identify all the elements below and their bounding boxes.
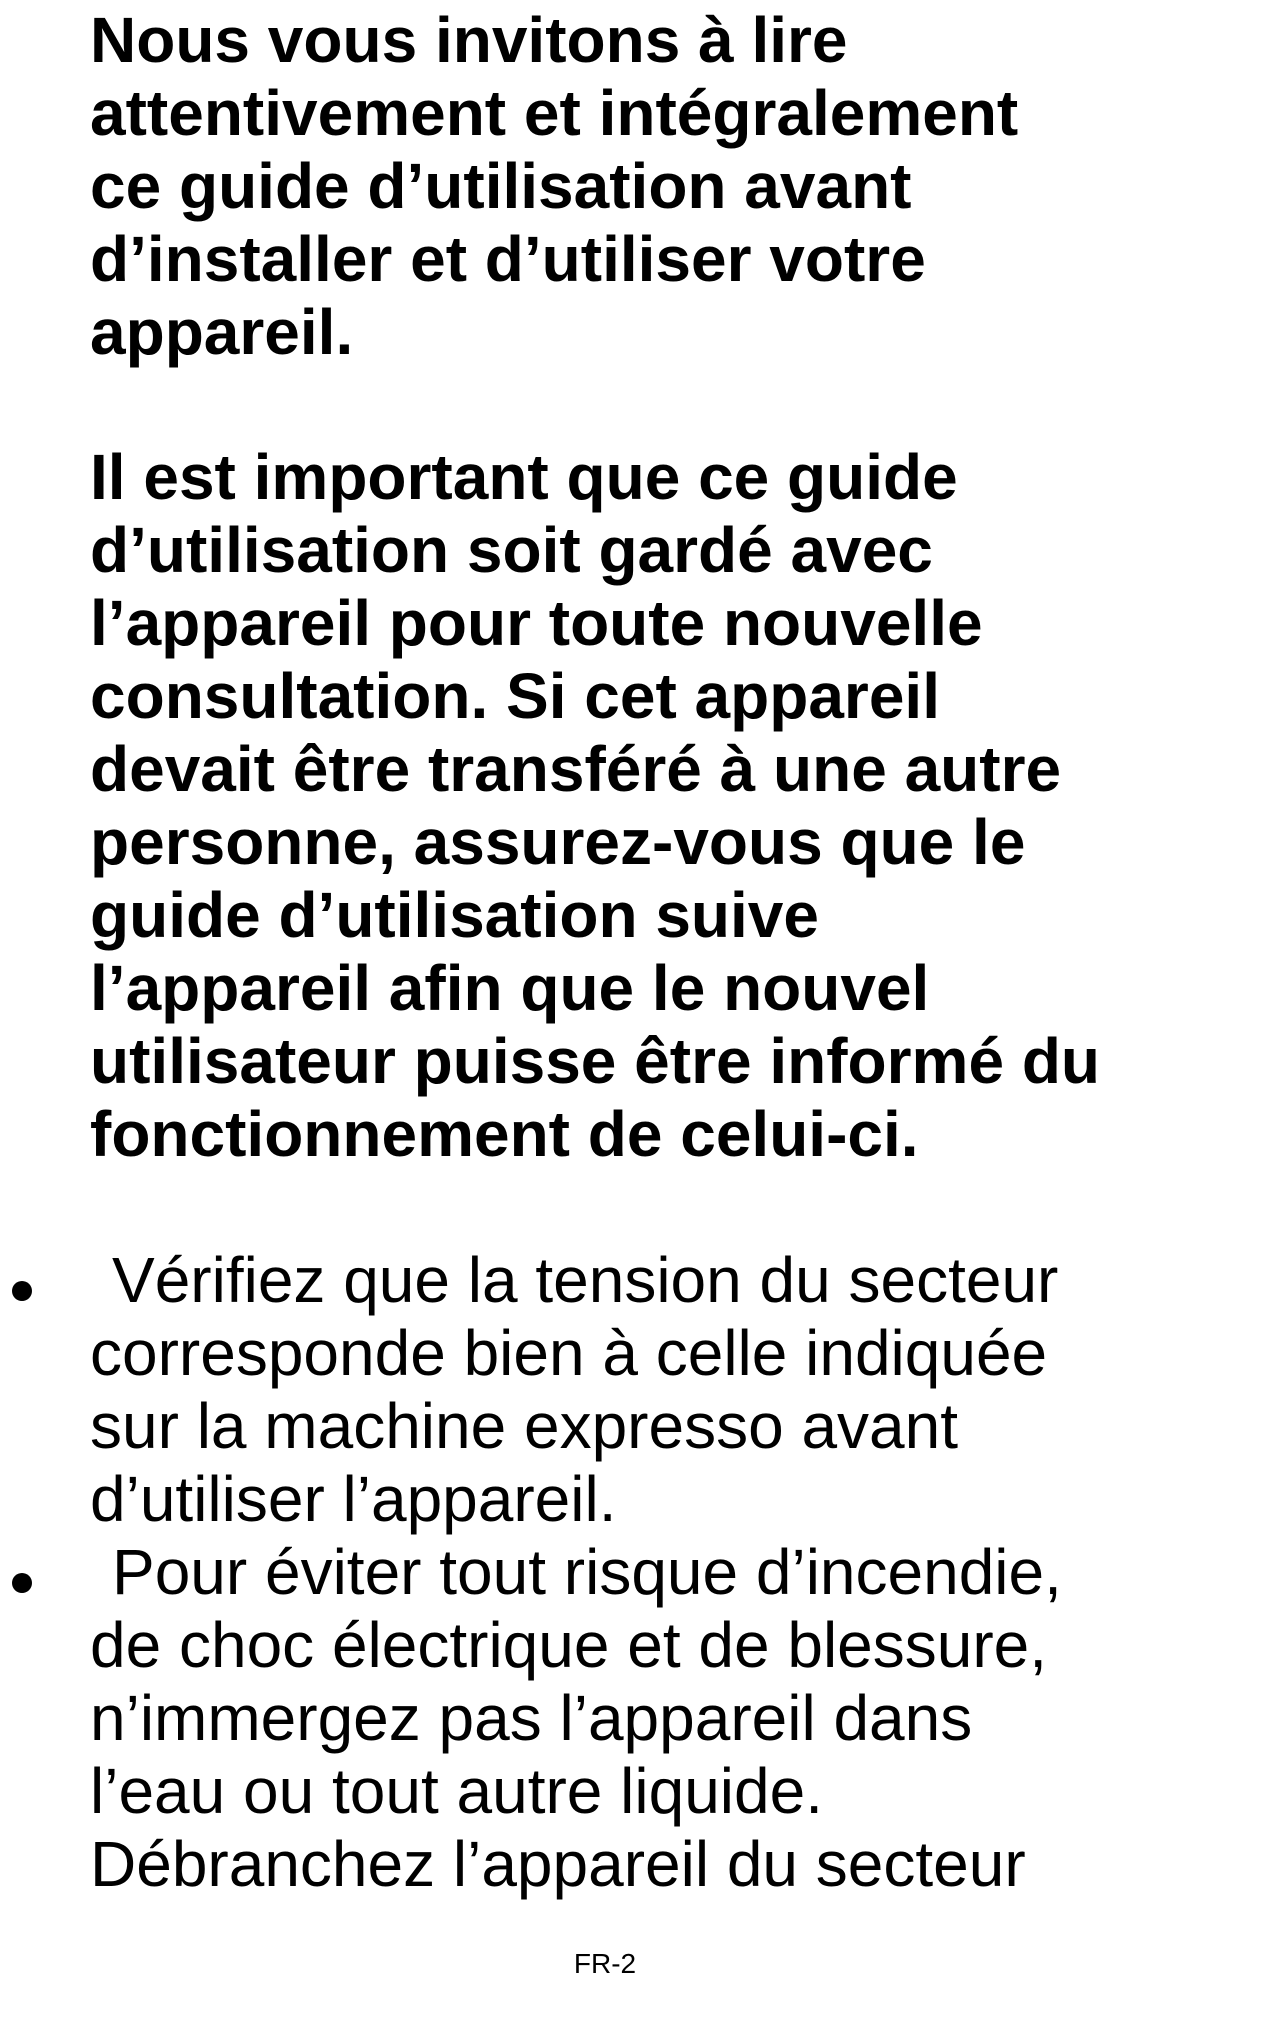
bullet-icon <box>12 1573 32 1593</box>
safety-bullet-list <box>0 1244 1268 1901</box>
bullet-line: Vérifiez que la tension du secteur <box>112 1244 1059 1316</box>
bullet-line: Pour éviter tout risque d’incendie, <box>112 1536 1062 1608</box>
bullet-line: Débranchez l’appareil du secteur <box>90 1828 1026 1900</box>
intro-line: appareil. <box>90 296 354 368</box>
keep-manual-line: Il est important que ce guide <box>90 441 958 513</box>
intro-line: d’installer et d’utiliser votre <box>90 223 926 295</box>
bullet-line: de choc électrique et de blessure, <box>90 1609 1048 1681</box>
keep-manual-line: utilisateur puisse être informé du <box>90 1025 1100 1097</box>
bullet-line: corresponde bien à celle indiquée <box>90 1317 1048 1389</box>
keep-manual-line: personne, assurez-vous que le <box>90 806 1026 878</box>
intro-line: ce guide d’utilisation avant <box>90 150 912 222</box>
keep-manual-line: guide d’utilisation suive <box>90 879 819 951</box>
keep-manual-line: fonctionnement de celui-ci. <box>90 1098 919 1170</box>
bullet-line: sur la machine expresso avant <box>90 1390 958 1462</box>
keep-manual-line: d’utilisation soit gardé avec <box>90 514 933 586</box>
bullet-line: l’eau ou tout autre liquide. <box>90 1755 823 1827</box>
keep-manual-line: devait être transféré à une autre <box>90 733 1062 805</box>
intro-line: Nous vous invitons à lire <box>90 4 848 76</box>
intro-line: attentivement et intégralement <box>90 77 1019 149</box>
intro-paragraph <box>90 4 1240 369</box>
bullet-icon <box>12 1281 32 1301</box>
keep-manual-paragraph <box>90 441 1240 1171</box>
voltage-check-bullet <box>0 1244 1268 1536</box>
bullet-line: n’immergez pas l’appareil dans <box>90 1682 973 1754</box>
keep-manual-line: consultation. Si cet appareil <box>90 660 940 732</box>
bullet-line: d’utiliser l’appareil. <box>90 1463 617 1535</box>
keep-manual-line: l’appareil afin que le nouvel <box>90 952 930 1024</box>
water-immersion-bullet <box>0 1536 1268 1901</box>
keep-manual-line: l’appareil pour toute nouvelle <box>90 587 983 659</box>
page-number: FR-2 <box>573 1948 637 1979</box>
